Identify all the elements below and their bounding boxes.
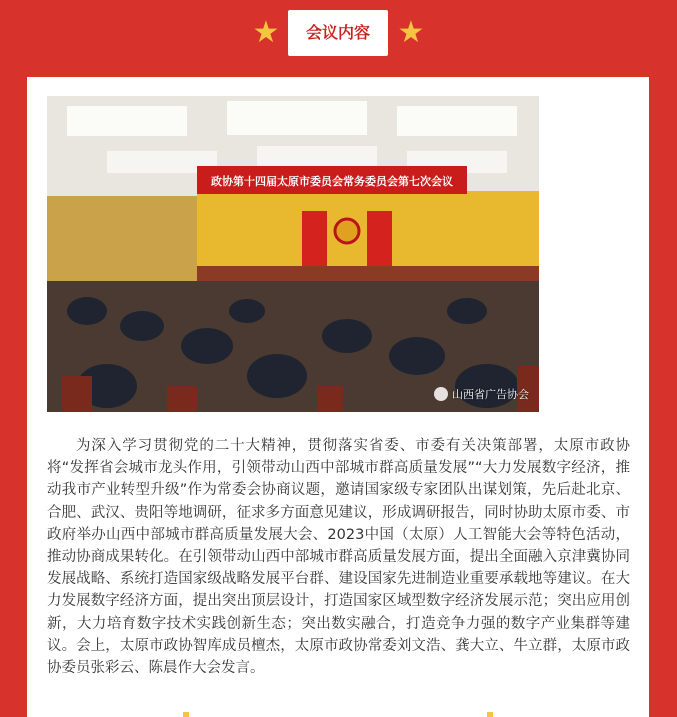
star-icon: ★ bbox=[397, 15, 425, 50]
decoration-mark bbox=[183, 712, 189, 717]
section-header bbox=[0, 0, 677, 70]
ceiling-light bbox=[67, 106, 187, 136]
meeting-photo-illustration bbox=[47, 96, 539, 412]
ceiling-light bbox=[227, 101, 367, 135]
emblem bbox=[335, 219, 359, 243]
star-icon: ★ bbox=[252, 15, 280, 50]
section-title: 会议内容 bbox=[288, 10, 388, 56]
content-card bbox=[27, 77, 649, 717]
wechat-icon bbox=[434, 387, 448, 401]
watermark bbox=[434, 386, 529, 402]
red-flag bbox=[302, 211, 327, 266]
decoration-mark bbox=[487, 712, 493, 717]
meeting-photo[interactable] bbox=[47, 96, 539, 412]
red-flag bbox=[367, 211, 392, 266]
article-paragraph: 为深入学习贯彻党的二十大精神，贯彻落实省委、市委有关决策部署，太原市政协将“发挥省会城市龙头作用，引领带动山西中部城市群高质量发展”“大力发展数字经济，推动我市产业转型升级”作为常委会协商议题，邀请国家级专家团队出谋划策，先后赴北京、合肥、武汉、贵阳等地调研，征求多方面意见建议，形成调研报告，同时协助太原市委、市政府举办山西中部城市群高质量发展大会、2023中国（太原）人工智能大会等特色活动，推动协商成果转化。在引领带动山西中部城市群高质量发展方面，提出全面融入京津冀协同发展战略、系统打造国家级战略发展平台群、建设国家先进制造业重要承载地等建议。在大力发展数字经济方面，提出突出顶层设计，打造国家区域型数字经济发展示范；突出应用创新，大力培育数字技术实践创新生态；突出数实融合，打造竞争力强的数字产业集群等建议。会上，太原市政协智库成员檀杰，太原市政协常委刘文浩、龚大立、牛立群，太原市政协委员张彩云、陈晨作大会发言。 bbox=[47, 438, 630, 677]
watermark-text: 山西省广告协会 bbox=[452, 388, 529, 401]
banner-text: 政协第十四届太原市委员会常务委员会第七次会议 bbox=[211, 175, 453, 188]
ceiling-light bbox=[397, 106, 517, 136]
